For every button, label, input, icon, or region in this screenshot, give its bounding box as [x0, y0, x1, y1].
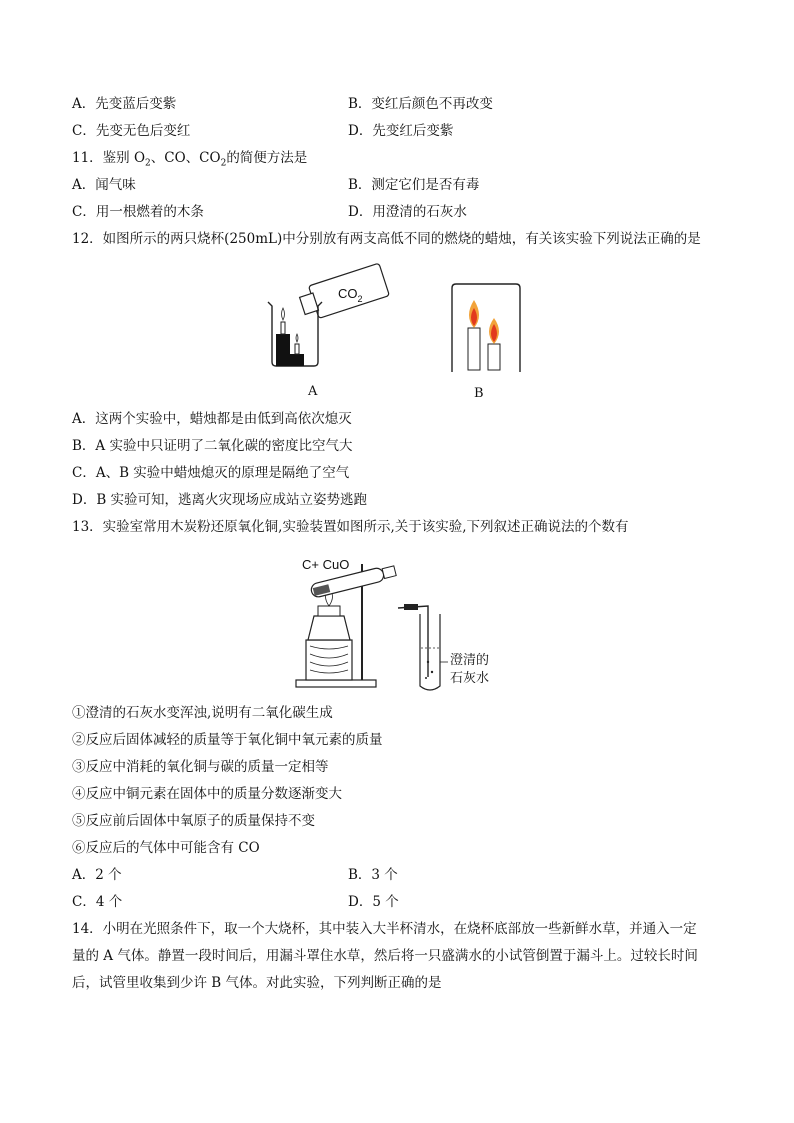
co2-label: $CO_2$	[338, 286, 363, 304]
q13-statement-4: ④反应中铜元素在固体中的质量分数逐渐变大	[72, 786, 342, 802]
q13-option-b: B．3 个	[348, 867, 398, 883]
q13-stem: 13．实验室常用木炭粉还原氧化铜,实验装置如图所示,关于该实验,下列叙述正确说法的个数有	[72, 519, 629, 535]
q11-option-b: B．测定它们是否有毒	[348, 177, 480, 193]
q12-figure-a	[262, 262, 392, 372]
q10-option-b: B．变红后颜色不再改变	[348, 96, 493, 112]
q14-stem-line-1: 14．小明在光照条件下，取一个大烧杯，其中装入大半杯清水，在烧杯底部放一些新鲜水草，并通入一定	[72, 921, 697, 937]
q12-option-b: B．A 实验中只证明了二氧化碳的密度比空气大	[72, 438, 353, 454]
q13-statement-2: ②反应后固体减轻的质量等于氧化铜中氧元素的质量	[72, 732, 383, 748]
q11-option-a: A．闻气味	[72, 177, 136, 193]
q14-stem-line-2: 量的 A 气体。静置一段时间后，用漏斗罩住水草，然后将一只盛满水的小试管倒置于漏斗上。过较长时间	[72, 948, 698, 964]
q13-option-d: D．5 个	[348, 894, 399, 910]
q12-option-c: C．A、B 实验中蜡烛熄灭的原理是隔绝了空气	[72, 465, 350, 481]
q12-figure-b	[446, 282, 526, 374]
q13-statement-3: ③反应中消耗的氧化铜与碳的质量一定相等	[72, 759, 329, 775]
q11-option-d: D．用澄清的石灰水	[348, 204, 467, 220]
q12-option-d: D．B 实验可知，逃离火灾现场应成站立姿势逃跑	[72, 492, 368, 508]
q11-option-c: C．用一根燃着的木条	[72, 204, 204, 220]
q14-stem-line-3: 后，试管里收集到少许 B 气体。对此实验，下列判断正确的是	[72, 975, 442, 991]
q12-stem: 12．如图所示的两只烧杯(250mL)中分别放有两支高低不同的燃烧的蜡烛，有关该实验下列说法正确的是	[72, 231, 701, 247]
q10-option-d: D．先变红后变紫	[348, 123, 454, 139]
q13-statement-6: ⑥反应后的气体中可能含有 CO	[72, 840, 260, 856]
q13-option-c: C．4 个	[72, 894, 123, 910]
limewater-label-1: 澄清的	[450, 652, 490, 667]
q13-statement-1: ①澄清的石灰水变浑浊,说明有二氧化碳生成	[72, 705, 333, 721]
q12-option-a: A．这两个实验中，蜡烛都是由低到高依次熄灭	[72, 411, 352, 427]
q13-option-a: A．2 个	[72, 867, 122, 883]
reactants-label: C+ CuO	[302, 557, 350, 572]
q12-figure-b-label: B	[474, 386, 484, 401]
q12-figure-a-label: A	[308, 384, 318, 399]
q10-option-a: A．先变蓝后变紫	[72, 96, 177, 112]
q13-apparatus-figure	[292, 552, 522, 697]
limewater-label-2: 石灰水	[450, 670, 490, 685]
q13-statement-5: ⑤反应前后固体中氧原子的质量保持不变	[72, 813, 315, 829]
q11-stem: 11．鉴别 $O_2$、CO、$CO_2$的简便方法是	[72, 150, 308, 169]
q10-option-c: C．先变无色后变红	[72, 123, 191, 139]
